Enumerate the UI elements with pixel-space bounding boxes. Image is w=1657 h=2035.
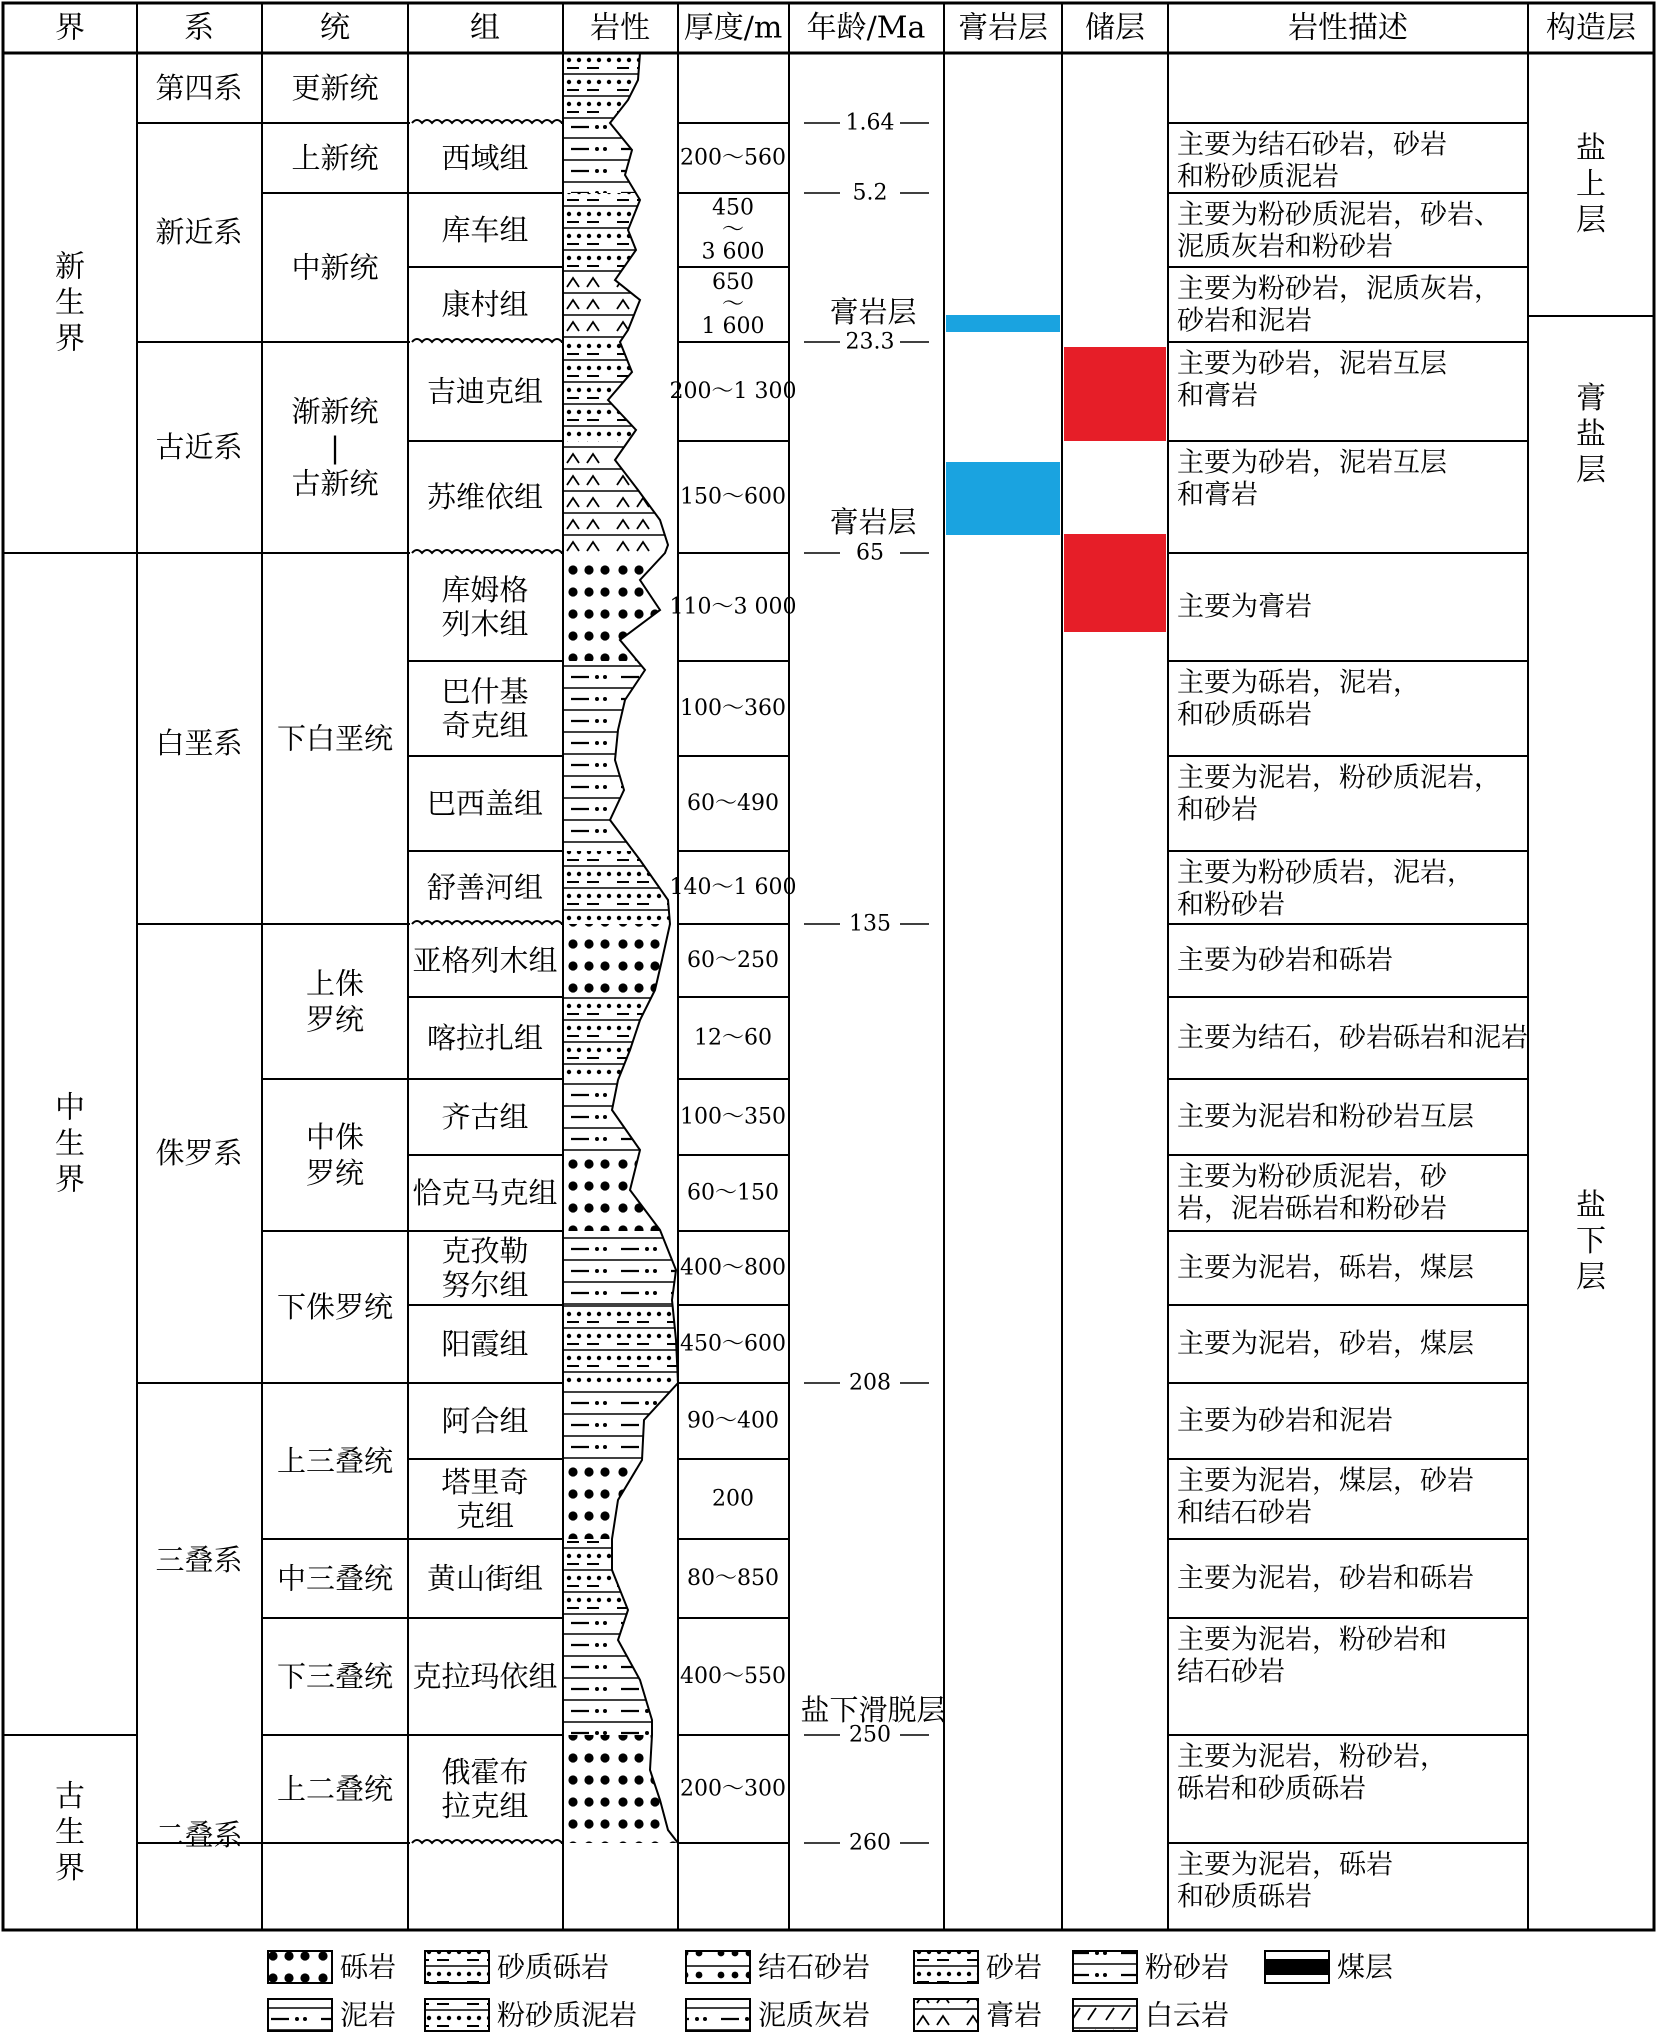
- series-label: 中侏: [305, 1120, 365, 1154]
- lithology-description: 主要为砂岩和泥岩: [1177, 1405, 1393, 1437]
- thickness-value: 110～3 000: [669, 594, 797, 620]
- thickness-value: 150～600: [680, 484, 786, 510]
- lithology-fill: [563, 851, 683, 924]
- formation-label: 努尔组: [441, 1268, 529, 1302]
- formation-label: 库姆格: [441, 573, 529, 607]
- lithology-fill: [563, 123, 683, 193]
- erathem-label: 古: [55, 1779, 85, 1814]
- erathem-label: 中: [55, 1090, 85, 1126]
- thickness-value: ～: [721, 217, 745, 243]
- lithology-description: 主要为泥岩和粉砂岩互层: [1177, 1101, 1474, 1133]
- legend-item: [268, 1999, 396, 2032]
- structural-layer-label: 上: [1576, 167, 1606, 202]
- thickness-value: 100～350: [680, 1104, 786, 1130]
- formation-label: 阳霞组: [441, 1327, 529, 1361]
- lithology-description: 主要为结石，砂岩砾岩和泥岩: [1177, 1022, 1528, 1054]
- thickness-value: 140～1 600: [669, 875, 797, 900]
- reservoir-bar-2: [1064, 534, 1166, 632]
- series-label: 上侏: [305, 966, 365, 1001]
- lithology-description: 泥质灰岩和粉砂岩: [1177, 231, 1393, 263]
- header-6: 厚度/m: [683, 10, 783, 46]
- structural-layer-label: 盐: [1576, 131, 1606, 166]
- lithology-description: 主要为结石砂岩，砂岩: [1177, 129, 1447, 161]
- lithology-description: 主要为泥岩，砂岩，煤层: [1177, 1328, 1474, 1360]
- system-label: 白垩系: [155, 726, 243, 760]
- lithology-fill: [563, 342, 683, 441]
- lithology-description: 主要为砂岩和砾岩: [1177, 945, 1393, 976]
- series-label: 中三叠统: [276, 1561, 394, 1596]
- lithology-description: 主要为粉砂质泥岩，砂: [1177, 1161, 1447, 1193]
- series-label: 上新统: [291, 141, 379, 175]
- legend-item: [914, 1999, 1042, 2032]
- lithology-fill: [563, 1735, 683, 1843]
- thickness-value: 60～150: [687, 1180, 779, 1206]
- formation-label: 克拉玛依组: [412, 1659, 558, 1694]
- age-value: 250: [849, 1722, 891, 1748]
- thickness-value: 200～300: [680, 1776, 786, 1802]
- lithology-fill: [563, 924, 683, 997]
- system-label: 第四系: [155, 71, 243, 105]
- header-5: 岩性: [590, 10, 650, 46]
- lithology-description: 主要为泥岩，粉砂质泥岩，: [1177, 762, 1501, 794]
- lithology-fill: [563, 1459, 683, 1539]
- lithology-description: 主要为泥岩，砂岩和砾岩: [1177, 1563, 1474, 1594]
- legend-label: 砂岩: [986, 1950, 1043, 1984]
- formation-label: 拉克组: [441, 1789, 529, 1823]
- reservoir-bar-1: [1064, 347, 1166, 441]
- lithology-description: 和砂质砾岩: [1177, 699, 1312, 731]
- formation-label: 吉迪克组: [426, 374, 544, 409]
- lithology-description: 主要为泥岩，煤层，砂岩: [1177, 1465, 1474, 1497]
- system-label: 二叠系: [155, 1818, 243, 1852]
- legend-label: 煤层: [1337, 1950, 1394, 1984]
- age-value: 1.64: [845, 110, 895, 136]
- thickness-value: 400～550: [680, 1664, 786, 1689]
- series-label: 上三叠统: [276, 1444, 394, 1478]
- legend-item: [686, 1999, 870, 2032]
- lithology-description: 主要为砂岩，泥岩互层: [1177, 348, 1447, 380]
- thickness-value: 90～400: [687, 1408, 779, 1434]
- erathem-label: 界: [55, 321, 85, 357]
- system-label: 新近系: [155, 215, 243, 249]
- lithology-description: 和膏岩: [1177, 479, 1258, 511]
- erathem-label: 新: [55, 249, 85, 285]
- legend-label: 泥岩: [340, 1998, 397, 2032]
- thickness-value: 80～850: [687, 1566, 779, 1591]
- legend-label: 砂质砾岩: [497, 1950, 610, 1984]
- age-value: 5.2: [852, 180, 888, 206]
- series-label: 上二叠统: [276, 1772, 394, 1806]
- legend-item: [268, 1951, 396, 1984]
- structural-layer-label: 盐: [1576, 1188, 1606, 1223]
- erathem-label: 界: [55, 1851, 85, 1886]
- thickness-value: 1 600: [701, 314, 765, 339]
- header-11: 构造层: [1546, 10, 1636, 46]
- structural-layer-label: 层: [1576, 203, 1606, 238]
- formation-label: 克组: [455, 1499, 515, 1533]
- lithology-description: 和砂质砾岩: [1177, 1881, 1312, 1913]
- header-1: 界: [55, 10, 85, 46]
- legend-swatch: [425, 1999, 489, 2031]
- legend-swatch: [425, 1951, 489, 1983]
- structural-layer-label: 膏: [1576, 381, 1606, 416]
- formation-label: 齐古组: [441, 1100, 529, 1134]
- legend-swatch: [686, 1951, 750, 1983]
- thickness-value: 400～800: [680, 1255, 786, 1281]
- thickness-value: 450～600: [680, 1331, 786, 1357]
- system-label: 三叠系: [155, 1543, 243, 1577]
- age-column-label: 膏岩层: [829, 295, 917, 329]
- age-column-label: 盐下滑脱层: [800, 1693, 946, 1727]
- system-label: 侏罗系: [155, 1136, 243, 1170]
- legend-swatch: [268, 1999, 332, 2031]
- lithology-description: 主要为泥岩，粉砂岩和: [1177, 1624, 1447, 1656]
- thickness-value: 650: [712, 270, 754, 295]
- thickness-value: 60～250: [687, 948, 779, 973]
- formation-label: 库车组: [441, 213, 529, 247]
- legend-label: 砾岩: [340, 1950, 397, 1984]
- legend-label: 粉砂岩: [1145, 1950, 1230, 1984]
- lithology-fill: [563, 1618, 683, 1735]
- header-4: 组: [470, 10, 500, 46]
- lithology-fill: [563, 1305, 683, 1383]
- formation-label: 奇克组: [441, 708, 529, 743]
- formation-label: 列木组: [441, 607, 529, 641]
- lithology-fill: [563, 193, 683, 267]
- lithology-description: 和膏岩: [1177, 380, 1258, 412]
- series-label: 更新统: [291, 71, 379, 105]
- legend-label: 泥质灰岩: [758, 1998, 871, 2032]
- header-8: 膏岩层: [958, 10, 1048, 46]
- formation-label: 克孜勒: [441, 1234, 529, 1268]
- table-text: [55, 11, 1636, 1913]
- header-9: 储层: [1085, 10, 1145, 46]
- lithology-description: 主要为泥岩，砾岩: [1177, 1849, 1393, 1881]
- legend-item: [425, 1951, 609, 1984]
- header-10: 岩性描述: [1288, 10, 1408, 46]
- formation-label: 巴西盖组: [426, 786, 544, 821]
- formation-label: 喀拉扎组: [426, 1021, 544, 1055]
- legend-swatch: [268, 1951, 332, 1983]
- formation-label: 阿合组: [441, 1404, 529, 1438]
- series-label: |: [330, 430, 340, 465]
- lithology-description: 主要为泥岩，粉砂岩，: [1177, 1741, 1447, 1773]
- age-value: 260: [849, 1830, 891, 1856]
- formation-label: 恰克马克组: [412, 1176, 558, 1210]
- legend-item: [1073, 1999, 1229, 2032]
- erathem-label: 生: [55, 1126, 85, 1162]
- header-3: 统: [320, 10, 350, 46]
- lithology-description: 主要为砾岩，泥岩，: [1177, 667, 1420, 699]
- series-label: 罗统: [305, 1156, 365, 1190]
- legend-swatch: [1073, 1951, 1137, 1983]
- legend-item: [686, 1951, 870, 1984]
- lithology-fill: [563, 267, 683, 342]
- series-label: 下白垩统: [276, 721, 394, 756]
- lithology-description: 砂岩和泥岩: [1177, 305, 1312, 337]
- thickness-value: 200: [712, 1486, 754, 1512]
- thickness-value: 60～490: [687, 791, 779, 816]
- lithology-fill: [563, 1155, 683, 1231]
- formation-label: 塔里奇: [441, 1465, 529, 1499]
- formation-label: 康村组: [441, 287, 529, 322]
- lithology-description: 主要为泥岩，砾岩，煤层: [1177, 1252, 1474, 1284]
- lithology-description: 主要为粉砂质泥岩，砂岩、: [1177, 199, 1501, 231]
- age-value: 208: [849, 1370, 891, 1396]
- lithology-description: 和结石砂岩: [1177, 1497, 1312, 1529]
- structural-layer-label: 层: [1576, 453, 1606, 488]
- formation-label: 亚格列木组: [412, 943, 558, 978]
- formation-label: 苏维依组: [426, 480, 544, 514]
- legend-item: [1073, 1951, 1229, 1984]
- lithology-fill: [563, 53, 683, 123]
- legend-swatch: [1073, 1999, 1137, 2031]
- lithology-description: 砾岩和砂质砾岩: [1177, 1773, 1366, 1805]
- formation-label: 西域组: [441, 141, 529, 175]
- erathem-label: 界: [55, 1162, 85, 1198]
- structural-layer-label: 层: [1576, 1260, 1606, 1295]
- lithology-description: 结石砂岩: [1177, 1656, 1285, 1688]
- gypsum-bar-1: [946, 315, 1060, 332]
- legend-label: 膏岩: [986, 1998, 1043, 2032]
- series-label: 下侏罗统: [276, 1290, 394, 1324]
- series-label: 下三叠统: [276, 1659, 394, 1694]
- structural-layer-label: 盐: [1576, 417, 1606, 452]
- structural-layer-label: 下: [1576, 1224, 1606, 1259]
- age-column-label: 膏岩层: [829, 505, 917, 539]
- series-label: 罗统: [305, 1002, 365, 1037]
- lithology-fill: [563, 1539, 683, 1618]
- formation-label: 俄霍布: [441, 1755, 529, 1789]
- thickness-value: 100～360: [680, 696, 786, 721]
- gypsum-reservoir-bars: [946, 315, 1166, 632]
- lithology-description: 岩，泥岩砾岩和粉砂岩: [1177, 1193, 1447, 1225]
- gypsum-bar-2: [946, 462, 1060, 535]
- thickness-value: 200～560: [680, 145, 786, 171]
- erathem-label: 生: [55, 285, 85, 321]
- legend-item: [1265, 1951, 1393, 1984]
- thickness-value: ～: [721, 292, 745, 317]
- legend-swatch: [914, 1999, 978, 2031]
- legend-item: [914, 1951, 1042, 1984]
- thickness-value: 12～60: [694, 1025, 772, 1051]
- lithology-fill: [563, 1079, 683, 1155]
- system-label: 古近系: [155, 430, 243, 464]
- formation-label: 巴什基: [441, 674, 529, 709]
- lithology-description: 和粉砂质泥岩: [1177, 161, 1339, 193]
- lithology-description: 和粉砂岩: [1177, 889, 1285, 921]
- formation-label: 舒善河组: [426, 870, 544, 905]
- legend-item: [425, 1999, 637, 2032]
- legend-label: 白云岩: [1145, 1998, 1230, 2032]
- thickness-value: 200～1 300: [669, 379, 797, 404]
- series-label: 渐新统: [291, 394, 379, 429]
- lithology-description: 主要为粉砂质岩，泥岩，: [1177, 857, 1474, 889]
- series-label: 中新统: [291, 250, 379, 285]
- lithology-description: 和砂岩: [1177, 794, 1258, 826]
- age-value: 135: [849, 911, 891, 937]
- thickness-value: 450: [712, 195, 754, 221]
- header-2: 系: [184, 10, 214, 46]
- age-value: 65: [856, 540, 884, 566]
- erathem-label: 生: [55, 1815, 85, 1850]
- lithology-description: 主要为砂岩，泥岩互层: [1177, 447, 1447, 479]
- legend-swatch: [914, 1951, 978, 1983]
- thickness-value: 3 600: [701, 239, 765, 265]
- formation-label: 黄山街组: [426, 1561, 544, 1596]
- legend-swatch: [686, 1999, 750, 2031]
- lithology-description: 主要为膏岩: [1177, 591, 1312, 623]
- lithology-legend: [268, 1951, 1393, 2032]
- lithology-description: 主要为粉砂岩，泥质灰岩，: [1177, 273, 1501, 305]
- age-value: 23.3: [845, 329, 895, 355]
- header-7: 年龄/Ma: [806, 10, 926, 46]
- legend-label: 结石砂岩: [758, 1950, 871, 1984]
- series-label: 古新统: [291, 466, 379, 501]
- legend-label: 粉砂质泥岩: [497, 1998, 638, 2032]
- lithology-fill: [563, 1383, 683, 1459]
